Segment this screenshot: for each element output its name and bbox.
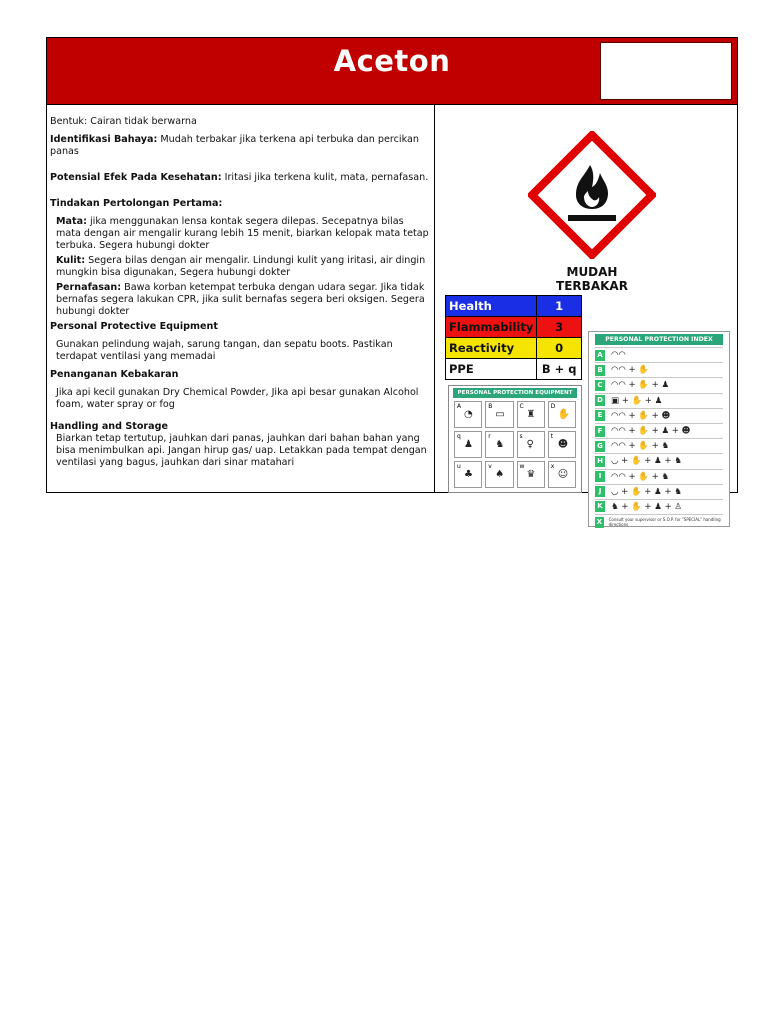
nafas-label: Pernafasan: (56, 282, 122, 293)
nafas-value: Bawa korban ketempat terbuka dengan udara segar. Jika tidak bernafas segera lakukan CPR, jika sulit bernafas segera beri oksigen. Segera hubungi dokter (56, 282, 425, 317)
ppi-row (595, 469, 723, 484)
ppi-row-letter: C (595, 380, 605, 391)
ppi-chart-title: PERSONAL PROTECTION INDEX (595, 334, 723, 345)
kulit-item (50, 255, 431, 279)
ppi-row-letter: A (595, 350, 605, 361)
ppe-chart-cell (517, 431, 545, 458)
kebakaran-heading-text: Penanganan Kebakaran (50, 369, 179, 380)
flammability-value: 3 (537, 317, 582, 338)
mata-item (50, 216, 431, 252)
mata-label: Mata: (56, 216, 87, 227)
bentuk-line (50, 116, 431, 128)
chemical-title: Aceton (333, 44, 451, 78)
ppi-row (595, 499, 723, 514)
ppe-equipment-icon: ♣ (464, 469, 473, 480)
ppi-gear-icons: ▣ + ✋ + ♟ (611, 395, 663, 406)
ppe-chart-title: PERSONAL PROTECTION EQUIPMENT (453, 388, 577, 398)
kulit-label: Kulit: (56, 255, 86, 266)
ppe-chart-cell (548, 461, 576, 488)
flammability-row (446, 317, 582, 338)
ppe-equipment-icon: ✋ (557, 409, 571, 420)
hazard-column (436, 105, 737, 528)
ppe-chart-cell (548, 431, 576, 458)
ppe-value: B + q (537, 359, 582, 380)
ppe-cell-letter: s (519, 433, 523, 440)
kulit-value: Segera bilas dengan air mengalir. Lindungi kulit yang iritasi, air dingin mungkin bisa digunakan, Segera hubungi dokter (56, 255, 426, 278)
mata-value: jika menggunakan lensa kontak segera dilepas. Secepatnya bilas mata dengan air mengalir kurang lebih 15 menit, biarkan kelopak mata tetap terbuka. Segera hubungi dokter (56, 216, 429, 251)
ppe-cell-letter: r (488, 433, 491, 440)
ppe-equipment-icon: ▭ (495, 409, 505, 420)
ppe-equipment-icon: ♞ (495, 439, 505, 450)
ppe-text: Gunakan pelindung wajah, sarung tangan, dan sepatu boots. Pastikan terdapat ventilasi yang memadai (56, 339, 393, 362)
ppi-row-letter: F (595, 426, 605, 437)
ppi-row-letter: H (595, 456, 605, 467)
bentuk-value: Cairan tidak berwarna (90, 116, 197, 127)
ppi-row-letter: E (595, 410, 605, 421)
ppe-row (446, 359, 582, 380)
ppi-row-letter: K (595, 501, 605, 512)
ppe-cell-letter: q (457, 433, 461, 440)
ppe-equipment-chart (448, 385, 582, 493)
kebakaran-text: Jika api kecil gunakan Dry Chemical Powder, Jika api besar gunakan Alcohol foam, water spray or fog (56, 387, 419, 410)
ppe-equipment-icon: ☻ (557, 439, 569, 450)
ppe-equipment-icon: ♜ (526, 409, 536, 420)
ppe-chart-cell (454, 401, 482, 428)
storage-heading-text: Handling and Storage (50, 421, 168, 432)
ppi-rows (589, 347, 729, 529)
bahaya-value: Mudah terbakar jika terkena api terbuka dan percikan panas (50, 134, 419, 157)
ppe-cell-letter: B (488, 403, 493, 410)
flammability-label: Flammability (446, 317, 537, 338)
ppi-row (595, 484, 723, 499)
ppi-row (595, 408, 723, 423)
ppi-row (595, 514, 723, 529)
efek-line (50, 172, 431, 184)
ppi-gear-icons: ◠◠ (611, 350, 626, 361)
ppi-row (595, 377, 723, 392)
ppe-cell-letter: A (457, 403, 462, 410)
ppi-chart (588, 331, 730, 527)
hazard-caption: MUDAH TERBAKAR (556, 265, 628, 293)
pertolongan-heading-text: Tindakan Pertolongan Pertama: (50, 198, 223, 209)
nfpa-rating-table (445, 295, 582, 380)
ppi-gear-icons: ◡ + ✋ + ♟ + ♞ (611, 456, 682, 467)
ppi-gear-icons: ◠◠ + ✋ + ☻ (611, 410, 671, 421)
ppi-row (595, 438, 723, 453)
ppe-cell-letter: v (488, 463, 492, 470)
ppi-gear-icons: ◠◠ + ✋ + ♟ + ☻ (611, 426, 691, 437)
ppe-chart-cell (454, 431, 482, 458)
info-column (47, 105, 435, 492)
ppi-row (595, 347, 723, 362)
ppi-row (595, 423, 723, 438)
ppi-note: Consult your supervisor or S.O.P. for "SPECIAL" handling directions (608, 517, 721, 528)
ppi-gear-icons: ◠◠ + ✋ (611, 365, 649, 376)
efek-label: Potensial Efek Pada Kesehatan: (50, 172, 222, 183)
storage-heading (50, 421, 431, 433)
ppe-chart-cell (454, 461, 482, 488)
ppe-cell-letter: u (457, 463, 461, 470)
ppe-cell-letter: x (550, 463, 555, 470)
title-bar (47, 38, 737, 105)
ppi-row (595, 453, 723, 468)
ppe-equipment-icon: ◔ (464, 409, 473, 420)
ppi-row (595, 393, 723, 408)
ppi-row-letter: G (595, 441, 605, 452)
ppe-chart-cell (485, 431, 513, 458)
reactivity-row (446, 338, 582, 359)
ppi-row-letter: X (596, 517, 602, 526)
efek-value: Iritasi jika terkena kulit, mata, pernafasan. (224, 172, 429, 183)
ppi-gear-icons: ♞ + ✋ + ♟ + ♙ (611, 501, 683, 512)
ppe-equipment-icon: ♠ (495, 469, 505, 480)
ppe-chart-cell (548, 401, 576, 428)
ghs-pictogram (528, 131, 656, 259)
ppe-chart-grid (449, 400, 581, 489)
ppe-equipment-icon: ♛ (526, 469, 536, 480)
ppe-chart-cell (517, 401, 545, 428)
ppi-gear-icons: ◠◠ + ✋ + ♞ (611, 471, 670, 482)
ppi-gear-icons: ◠◠ + ✋ + ♟ (611, 380, 670, 391)
reactivity-value: 0 (537, 338, 582, 359)
ppi-row-letter: B (595, 365, 605, 376)
ppe-heading-text: Personal Protective Equipment (50, 321, 218, 332)
flame-icon (528, 131, 656, 259)
pertolongan-heading (50, 198, 431, 210)
ppe-chart-cell (485, 401, 513, 428)
bentuk-label: Bentuk: (50, 116, 88, 127)
bahaya-label: Identifikasi Bahaya: (50, 134, 158, 145)
bahaya-line (50, 134, 431, 158)
nafas-item (50, 282, 431, 318)
kebakaran-heading (50, 369, 431, 381)
ppe-cell-letter: t (550, 433, 554, 440)
ppe-chart-cell (485, 461, 513, 488)
ppi-row-letter: I (595, 471, 605, 482)
ppi-row (595, 362, 723, 377)
blank-label-box (600, 42, 732, 100)
ppi-gear-icons: ◡ + ✋ + ♟ + ♞ (611, 486, 682, 497)
ppe-chart-cell (517, 461, 545, 488)
ppe-cell-letter: D (550, 403, 556, 410)
ppe-heading (50, 321, 431, 333)
ppi-gear-icons: ◠◠ + ✋ + ♞ (611, 441, 670, 452)
ppi-row-letter: D (595, 395, 605, 406)
ppe-cell-letter: C (519, 403, 524, 410)
reactivity-label: Reactivity (446, 338, 537, 359)
ppe-label: PPE (446, 359, 537, 380)
ppe-equipment-icon: ☺ (557, 469, 569, 480)
ppe-equipment-icon: ♀ (526, 439, 534, 450)
health-value: 1 (537, 296, 582, 317)
health-label: Health (446, 296, 537, 317)
ppe-cell-letter: w (519, 463, 525, 470)
ppi-row-letter: J (595, 486, 605, 497)
storage-text: Biarkan tetap tertutup, jauhkan dari panas, jauhkan dari bahan bahan yang bisa menimbulkan api. Jangan hirup gas/ uap. Letakkan pada tempat dengan ventilasi yang bagus, jauhkan dari sinar matahari (56, 433, 427, 468)
ppe-equipment-icon: ♟ (464, 439, 473, 450)
health-row (446, 296, 582, 317)
msds-sheet (46, 37, 738, 528)
